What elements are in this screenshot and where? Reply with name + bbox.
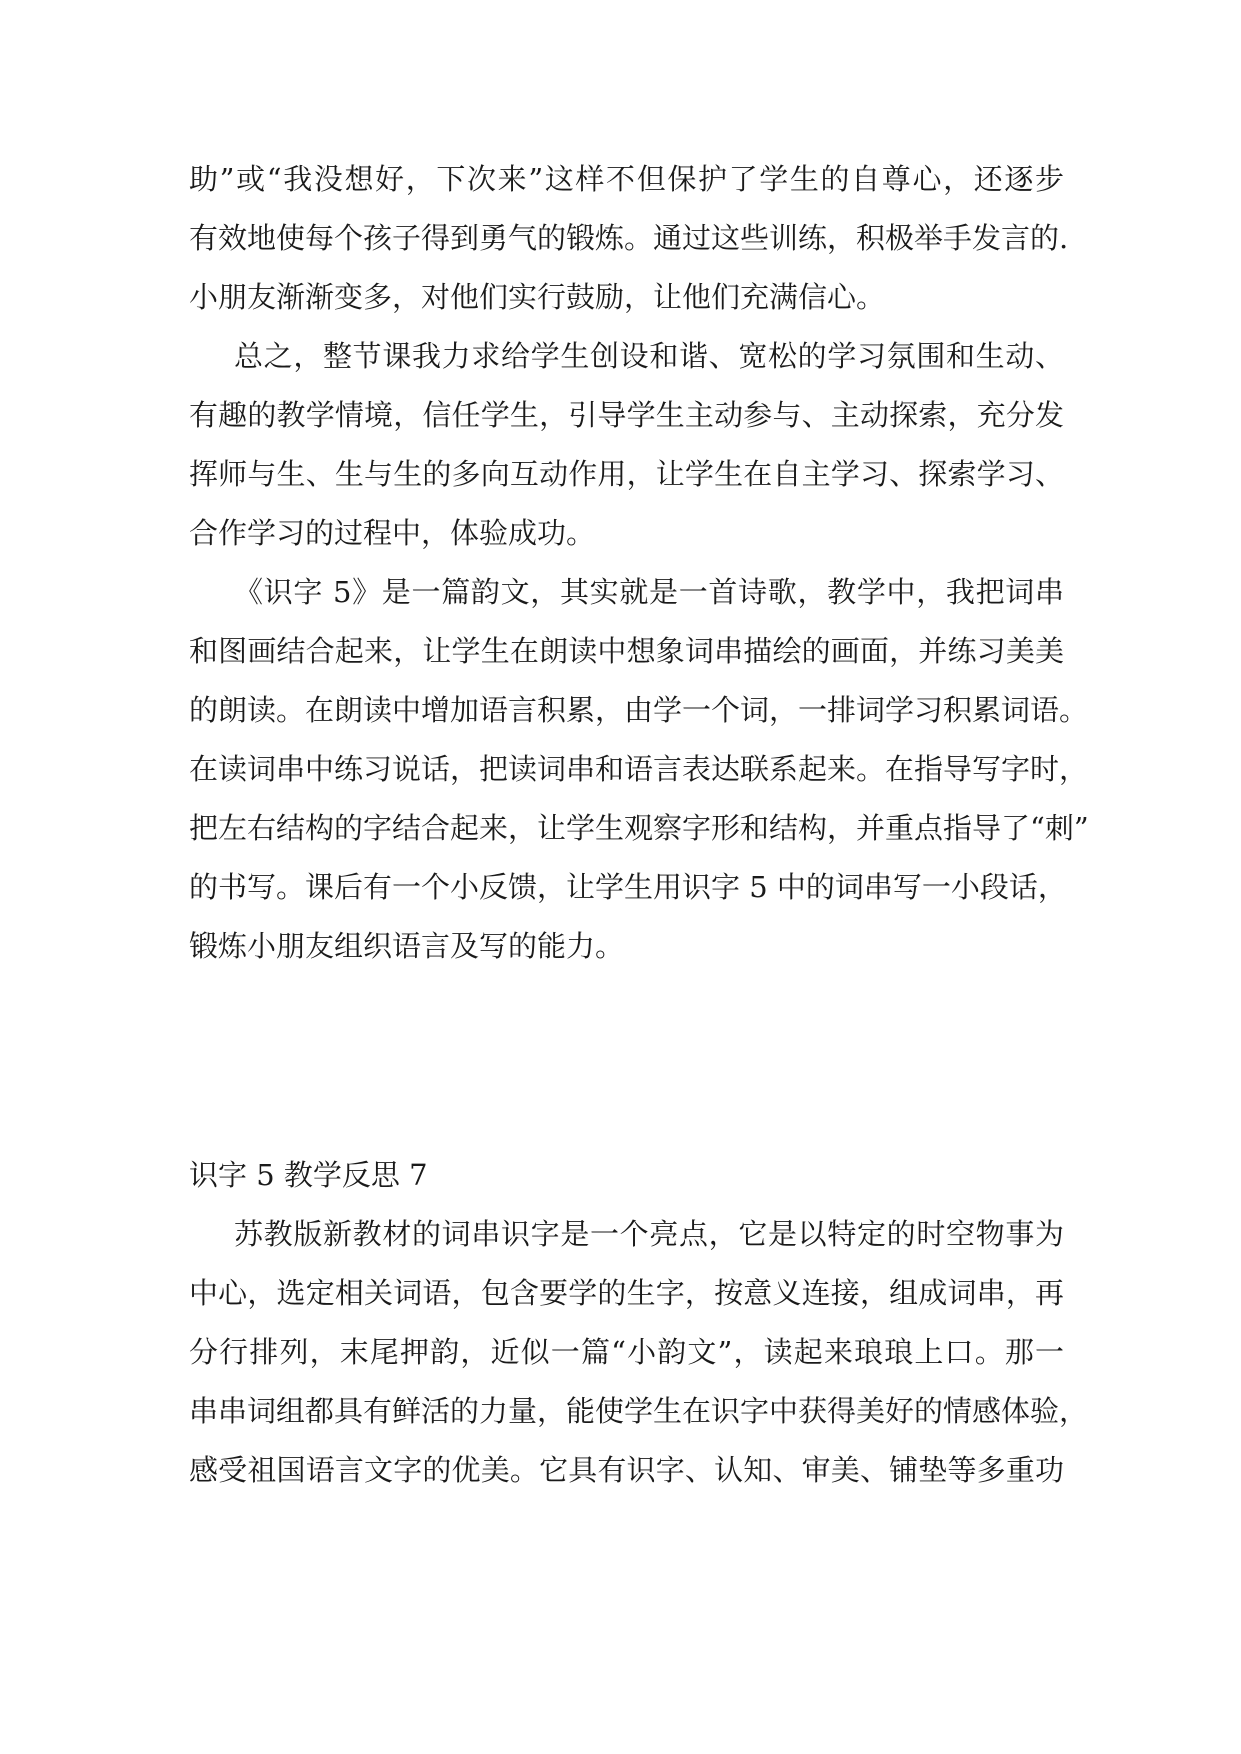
document-body [189,150,1089,1500]
paragraph-line: 和图画结合起来，让学生在朗读中想象词串描绘的画面，并练习美美 [189,634,1064,668]
paragraph-line: 感受祖国语言文字的优美。它具有识字、认知、审美、铺垫等多重功 [189,1453,1064,1487]
paragraph-line: 串串词组都具有鲜活的力量，能使学生在识字中获得美好的情感体验， [189,1394,1089,1428]
paragraph-line: 有趣的教学情境，信任学生，引导学生主动参与、主动探索，充分发 [189,398,1064,432]
section-title: 识字 5 教学反思 7 [189,1158,428,1192]
paragraph-3 [189,563,1089,976]
paragraph-line: 有效地使每个孩子得到勇气的锻炼。通过这些训练，积极举手发言的. [189,221,1069,255]
paragraph-line: 《识字 5》是一篇韵文，其实就是一首诗歌，教学中，我把词串 [234,575,1064,609]
paragraph-line: 小朋友渐渐变多，对他们实行鼓励，让他们充满信心。 [189,280,886,314]
section-spacer [189,976,1064,1146]
paragraph-line: 中心，选定相关词语，包含要学的生字，按意义连接，组成词串，再 [189,1276,1064,1310]
paragraph-line: 的朗读。在朗读中增加语言积累，由学一个词，一排词学习积累词语。 [189,693,1089,727]
paragraph-4 [189,1205,1089,1500]
paragraph-line: 助”或“我没想好，下次来”这样不但保护了学生的自尊心，还逐步 [189,162,1064,196]
paragraph-line: 苏教版新教材的词串识字是一个亮点，它是以特定的时空物事为 [234,1217,1064,1251]
paragraph-line: 分行排列，末尾押韵，近似一篇“小韵文”，读起来琅琅上口。那一 [189,1335,1064,1369]
paragraph-line: 挥师与生、生与生的多向互动作用，让学生在自主学习、探索学习、 [189,457,1064,491]
paragraph-line: 合作学习的过程中，体验成功。 [189,516,596,550]
paragraph-2 [189,327,1064,563]
paragraph-line: 把左右结构的字结合起来，让学生观察字形和结构，并重点指导了“刺” [189,811,1089,845]
paragraph-line: 锻炼小朋友组织语言及写的能力。 [189,929,625,963]
paragraph-line: 总之，整节课我力求给学生创设和谐、宽松的学习氛围和生动、 [234,339,1064,373]
paragraph-line: 的书写。课后有一个小反馈，让学生用识字 5 中的词串写一小段话， [189,870,1067,904]
paragraph-1 [189,150,1069,327]
paragraph-line: 在读词串中练习说话，把读词串和语言表达联系起来。在指导写字时， [189,752,1089,786]
